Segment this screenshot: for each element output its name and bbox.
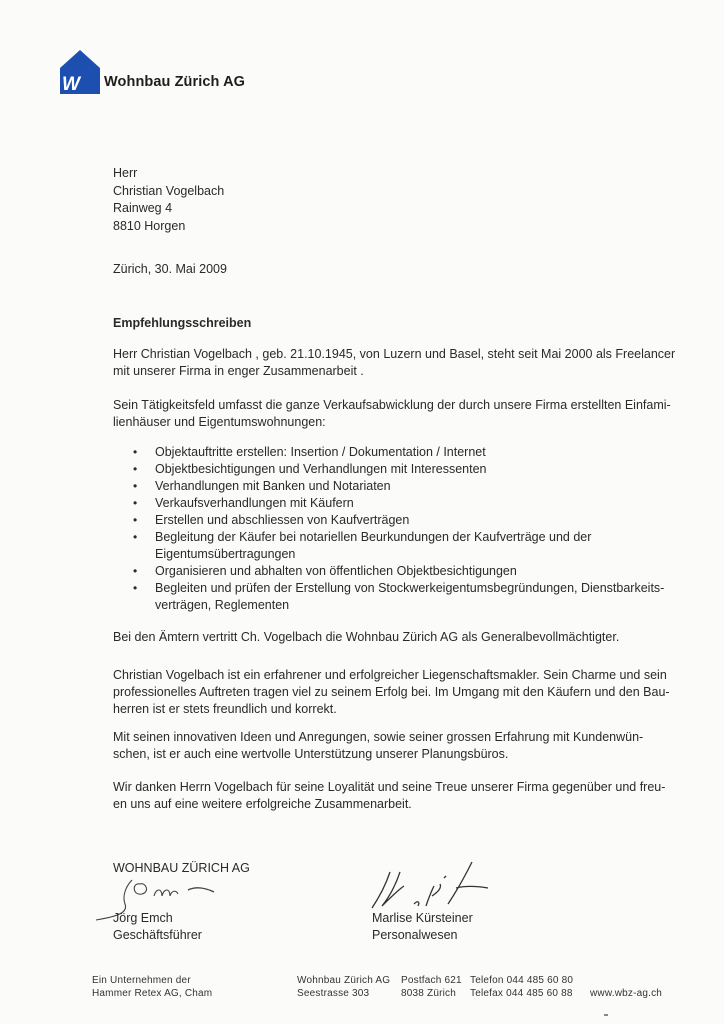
footer-postbox: [401, 975, 462, 1000]
recipient-salutation: Herr: [113, 166, 138, 180]
list-item-text: Verhandlungen mit Banken und Notariaten: [155, 479, 391, 493]
paragraph-ideas: [113, 729, 673, 763]
recipient-name: Christian Vogelbach: [113, 183, 225, 198]
footer-group: [92, 975, 212, 1000]
paragraph-authority: [113, 629, 673, 646]
footer-line: Ein Unternehmen der: [92, 975, 191, 986]
list-item-text: Objektauftritte erstellen: Insertion / Dokumentation / Internet: [155, 445, 486, 459]
signatory-right-role: Personalwesen: [372, 928, 458, 942]
list-item: [113, 529, 673, 563]
list-item-text: Begleitung der Käufer bei notariellen Beurkundungen der Kaufverträge und der: [155, 530, 592, 544]
list-item-text: Verkaufsverhandlungen mit Käufern: [155, 496, 354, 510]
paragraph-line: mit unserer Firma in enger Zusammenarbeit .: [113, 364, 364, 378]
recipient-city: 8810 Horgen: [113, 218, 186, 233]
bullet-icon: •: [133, 513, 138, 527]
paragraph-line: Bei den Ämtern vertritt Ch. Vogelbach die Wohnbau Zürich AG als Generalbevollmächtigter.: [113, 630, 620, 644]
signatory-left-role: Geschäftsführer: [113, 928, 202, 942]
signatory-right: [372, 910, 473, 944]
paragraph-scope: [113, 397, 673, 431]
logo-letter: W: [62, 74, 80, 94]
footer-line: Telefon 044 485 60 80: [470, 975, 574, 986]
list-item-text: Eigentumsübertragungen: [155, 547, 296, 561]
list-item: [113, 444, 673, 461]
list-item-text: Erstellen und abschliessen von Kaufverträgen: [155, 513, 410, 527]
handwritten-signature-right-icon: [360, 858, 500, 914]
footer-phones: [470, 975, 573, 1000]
bullet-icon: •: [133, 496, 138, 510]
list-item: [113, 495, 673, 512]
bullet-icon: •: [133, 530, 138, 544]
paragraph-line: en uns auf eine weitere erfolgreiche Zusammenarbeit.: [113, 797, 412, 811]
footer-line: Wohnbau Zürich AG: [297, 975, 391, 986]
paragraph-line: Christian Vogelbach ist ein erfahrener und erfolgreicher Liegenschaftsmakler. Sein Charme und sein: [113, 668, 667, 682]
bullet-icon: •: [133, 462, 138, 476]
paragraph-line: schen, ist er auch eine wertvolle Unterstützung unserer Planungsbüros.: [113, 747, 509, 761]
letter-subject: Empfehlungsschreiben: [113, 316, 252, 330]
paragraph-assessment: [113, 667, 673, 718]
scan-artifact: [604, 1014, 608, 1016]
letter-date: Zürich, 30. Mai 2009: [113, 262, 227, 276]
signatory-left: [113, 910, 202, 944]
list-item-text: verträgen, Reglementen: [155, 598, 290, 612]
footer-line: Hammer Retex AG, Cham: [92, 987, 213, 999]
paragraph-thanks: [113, 779, 673, 813]
list-item: [113, 512, 673, 529]
list-item: [113, 580, 673, 614]
list-item: [113, 461, 673, 478]
list-item-text: Begleiten und prüfen der Erstellung von Stockwerkeigentumsbegründungen, Dienstbarkeits-: [155, 581, 665, 595]
signatory-right-name: Marlise Kürsteiner: [372, 911, 473, 925]
list-item-text: Objektbesichtigungen und Verhandlungen mit Interessenten: [155, 462, 487, 476]
footer-address: [297, 975, 390, 1000]
footer-website-link[interactable]: www.wbz-ag.ch: [590, 988, 663, 999]
footer-line: Telefax 044 485 60 88: [470, 987, 573, 999]
bullet-icon: •: [133, 581, 138, 595]
paragraph-intro: [113, 346, 676, 380]
wohnbau-logo-icon: [60, 48, 100, 94]
list-item: [113, 478, 673, 495]
footer-line: Postfach 621: [401, 975, 462, 986]
paragraph-line: lienhäuser und Eigentumswohnungen:: [113, 415, 326, 429]
footer-line: Seestrasse 303: [297, 987, 370, 999]
recipient-address: [113, 165, 224, 235]
recipient-street: Rainweg 4: [113, 201, 173, 215]
signature-company: WOHNBAU ZÜRICH AG: [113, 861, 250, 875]
signatory-left-name: Jörg Emch: [113, 911, 173, 925]
bullet-icon: •: [133, 564, 138, 578]
bullet-icon: •: [133, 445, 138, 459]
task-list: [113, 444, 673, 614]
list-item: [113, 563, 673, 580]
bullet-icon: •: [133, 479, 138, 493]
footer-line: 8038 Zürich: [401, 987, 457, 999]
paragraph-line: Herr Christian Vogelbach , geb. 21.10.1945, von Luzern und Basel, steht seit Mai 2000 als Freelancer: [113, 347, 676, 361]
paragraph-line: professionelles Auftreten tragen viel zu seinem Erfolg bei. Im Umgang mit den Käufern und den Bau-: [113, 685, 670, 699]
paragraph-line: herren ist er stets freundlich und korrekt.: [113, 702, 337, 716]
paragraph-line: Sein Tätigkeitsfeld umfasst die ganze Verkaufsabwicklung der durch unsere Firma erstellten Einfami-: [113, 398, 671, 412]
paragraph-line: Wir danken Herrn Vogelbach für seine Loyalität und seine Treue unserer Firma gegenüber und freu-: [113, 780, 666, 794]
paragraph-line: Mit seinen innovativen Ideen und Anregungen, sowie seiner grossen Erfahrung mit Kundenwün-: [113, 730, 644, 744]
list-item-text: Organisieren und abhalten von öffentlichen Objektbesichtigungen: [155, 564, 517, 578]
company-name: Wohnbau Zürich AG: [104, 74, 246, 90]
